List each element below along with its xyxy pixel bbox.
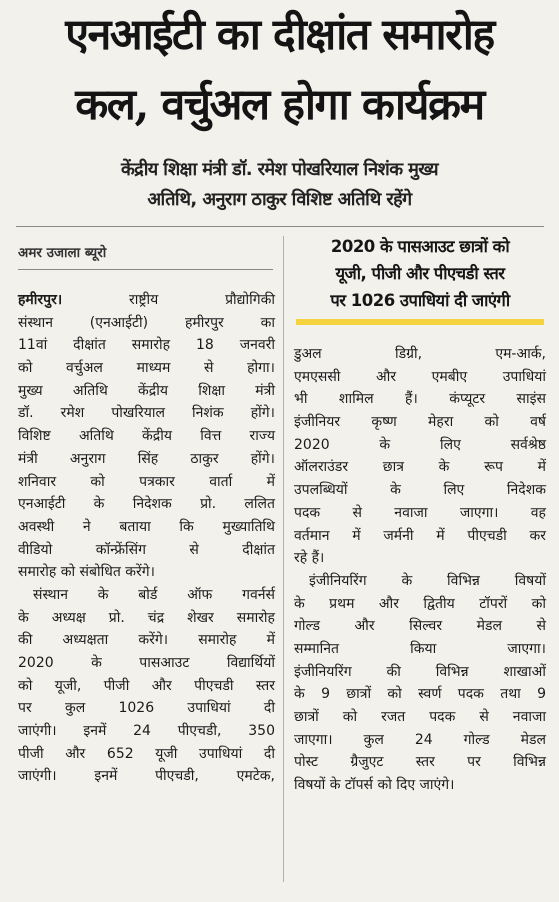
article-line: मुख्य अतिथि केंद्रीय शिक्षा मंत्री xyxy=(18,382,275,399)
article-line: गोल्ड और सिल्वर मेडल से xyxy=(294,618,546,635)
article-line: संस्थान के बोर्ड ऑफ गवर्नर्स xyxy=(33,586,275,603)
article-line: वर्तमान में जर्मनी में पीएचडी कर xyxy=(294,527,546,544)
article-line: पदक से नवाजा जाएगा। वह xyxy=(294,504,546,521)
dateline: हमीरपुर। xyxy=(18,292,63,308)
subheadline-line-2: अतिथि, अनुराग ठाकुर विशिष्ट अतिथि रहेंगे xyxy=(147,189,412,210)
article-line: जाएंगी। इनमें पीएचडी, एमटेक, xyxy=(18,768,275,785)
article-line: को वर्चुअल माध्यम से होगा। xyxy=(18,360,275,377)
highlight-line-2: यूजी, पीजी और पीएचडी स्तर xyxy=(335,264,505,283)
article-line: रहे हैं। xyxy=(294,550,325,567)
subheadline-line-1: केंद्रीय शिक्षा मंत्री डॉ. रमेश पोखरियाल निशंक मुख्य xyxy=(120,159,439,180)
article-line: इंजीनियरिंग के विभिन्न विषयों xyxy=(309,572,546,589)
article-line: वीडियो कॉन्फ्रेंसिंग से दीक्षांत xyxy=(18,541,275,558)
article-line-first xyxy=(18,289,275,312)
article-line: विषयों के टॉपर्स को दिए जाएंगे। xyxy=(294,777,455,794)
article-line: पोस्ट ग्रैजुएट स्तर पर विभिन्न xyxy=(294,754,546,771)
article-line: उपलब्धियों के लिए निदेशक xyxy=(294,482,546,499)
article-line: 11वां दीक्षांत समारोह 18 जनवरी xyxy=(18,337,275,354)
byline: अमर उजाला ब्यूरो xyxy=(18,245,107,261)
article-line: 2020 के पासआउट विद्यार्थियों xyxy=(18,655,275,671)
article-line: मंत्री अनुराग सिंह ठाकुर होंगे। xyxy=(18,450,275,467)
article-line: के 9 छात्रों को स्वर्ण पदक तथा 9 xyxy=(294,686,546,703)
article-line: के प्रथम और द्वितीय टॉपरों को xyxy=(294,595,546,612)
article-line: इंजीनियरिंग की विभिन्न शाखाओं xyxy=(294,663,546,680)
article-line: एमएससी और एमबीए उपाधियां xyxy=(294,368,546,385)
top-divider xyxy=(16,226,544,227)
highlight-underline-bar xyxy=(296,319,544,325)
article-line: अवस्थी ने बताया कि मुख्यातिथि xyxy=(18,518,275,535)
right-column-article xyxy=(294,343,546,797)
article-line: डॉ. रमेश पोखरियाल निशंक होंगे। xyxy=(18,405,275,422)
highlight-line-1: 2020 के पासआउट छात्रों को xyxy=(330,237,510,256)
article-line: को यूजी, पीजी और पीएचडी स्तर xyxy=(18,677,275,694)
highlight-box xyxy=(296,233,544,314)
article-line: पर कुल 1026 उपाधियां दी xyxy=(18,700,275,717)
headline-line-1: एनआईटी का दीक्षांत समारोह xyxy=(65,10,494,60)
article-line: विशिष्ट अतिथि केंद्रीय वित्त राज्य xyxy=(18,428,275,445)
article-line: डुअल डिग्री, एम-आर्क, xyxy=(294,346,546,362)
article-line: सम्मानित किया जाएगा। xyxy=(294,640,546,657)
article-line: भी शामिल हैं। कंप्यूटर साइंस xyxy=(294,391,546,408)
headline-line-2: कल, वर्चुअल होगा कार्यक्रम xyxy=(75,80,484,130)
article-line: संस्थान (एनआईटी) हमीरपुर का xyxy=(18,314,275,331)
article-line: जाएंगी। इनमें 24 पीएचडी, 350 xyxy=(18,723,275,740)
article-line: के अध्यक्ष प्रो. चंद्र शेखर समारोह xyxy=(18,609,275,626)
article-line: छात्रों को रजत पदक से नवाजा xyxy=(294,709,546,725)
article-line: समारोह को संबोधित करेंगे। xyxy=(18,564,155,581)
article-line: इंजीनियर कृष्ण मेहरा को वर्ष xyxy=(294,414,546,431)
article-line: की अध्यक्षता करेंगे। समारोह में xyxy=(18,632,275,649)
article-line: ऑलराउंडर छात्र के रूप में xyxy=(294,459,546,476)
first-line-rest: राष्ट्रीय प्रौद्योगिकी xyxy=(128,292,275,308)
article-line: जाएगा। कुल 24 गोल्ड मेडल xyxy=(294,731,546,748)
column-divider xyxy=(283,236,284,882)
article-line: पीजी और 652 यूजी उपाधियां दी xyxy=(18,745,275,762)
highlight-line-3: पर 1026 उपाधियां दी जाएंगी xyxy=(330,291,510,310)
byline-divider xyxy=(18,269,273,270)
article-line: 2020 के लिए सर्वश्रेष्ठ xyxy=(294,436,546,453)
article-line: एनआईटी के निदेशक प्रो. ललित xyxy=(18,496,275,513)
article-line: शनिवार को पत्रकार वार्ता में xyxy=(18,473,275,490)
left-column-article xyxy=(18,289,275,788)
